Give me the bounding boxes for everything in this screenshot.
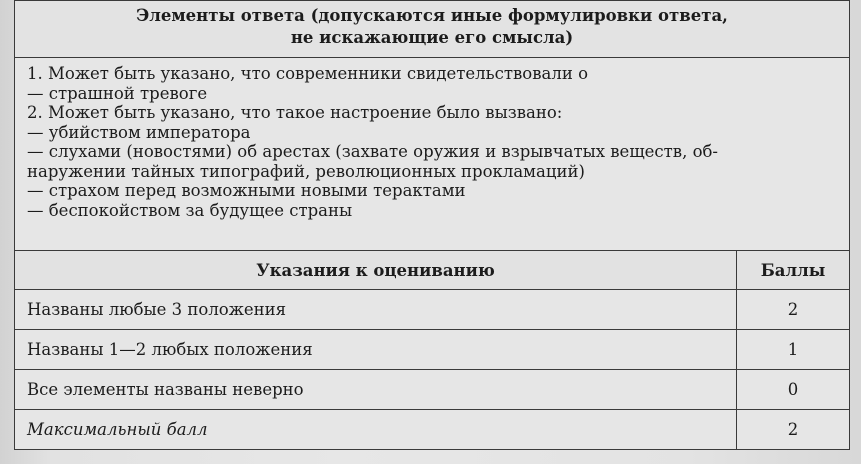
answer-body-row bbox=[15, 58, 850, 251]
criteria-header-row bbox=[15, 251, 850, 290]
answer-header-row bbox=[15, 1, 850, 58]
answer-line: 1. Может быть указано, что современники свидетельствовали о bbox=[27, 64, 589, 83]
criteria-header-score: Баллы bbox=[737, 251, 850, 290]
criteria-text: Все элементы названы неверно bbox=[15, 370, 737, 410]
criteria-row bbox=[15, 370, 850, 410]
answer-header-line-2: не искажающие его смысла) bbox=[290, 28, 574, 47]
criteria-row-max bbox=[15, 410, 850, 450]
assessment-table bbox=[14, 0, 850, 450]
criteria-text: Названы любые 3 положения bbox=[15, 290, 737, 330]
criteria-score: 2 bbox=[737, 290, 850, 330]
answer-line: — убийством императора bbox=[27, 122, 251, 142]
answer-header-line-1: Элементы ответа (допускаются иные формулировки ответа, bbox=[136, 6, 728, 25]
answer-header bbox=[15, 1, 850, 58]
answer-line: 2. Может быть указано, что такое настроение было вызвано: bbox=[27, 103, 563, 122]
criteria-text: Названы 1—2 любых положения bbox=[15, 330, 737, 370]
criteria-score: 0 bbox=[737, 370, 850, 410]
answer-line: — страшной тревоге bbox=[27, 83, 208, 103]
max-score-label: Максимальный балл bbox=[15, 410, 737, 450]
criteria-header-label: Указания к оцениванию bbox=[15, 251, 737, 290]
criteria-row bbox=[15, 330, 850, 370]
max-score-value: 2 bbox=[737, 410, 850, 450]
answer-line: наружении тайных типографий, революционных прокламаций) bbox=[27, 161, 585, 181]
criteria-score: 1 bbox=[737, 330, 850, 370]
criteria-row bbox=[15, 290, 850, 330]
answer-body bbox=[15, 58, 850, 251]
answer-line: — страхом перед возможными новыми терактами bbox=[27, 181, 466, 200]
answer-line: — слухами (новостями) об арестах (захвате оружия и взрывчатых веществ, об- bbox=[27, 142, 719, 161]
answer-line: — беспокойством за будущее страны bbox=[27, 200, 353, 220]
